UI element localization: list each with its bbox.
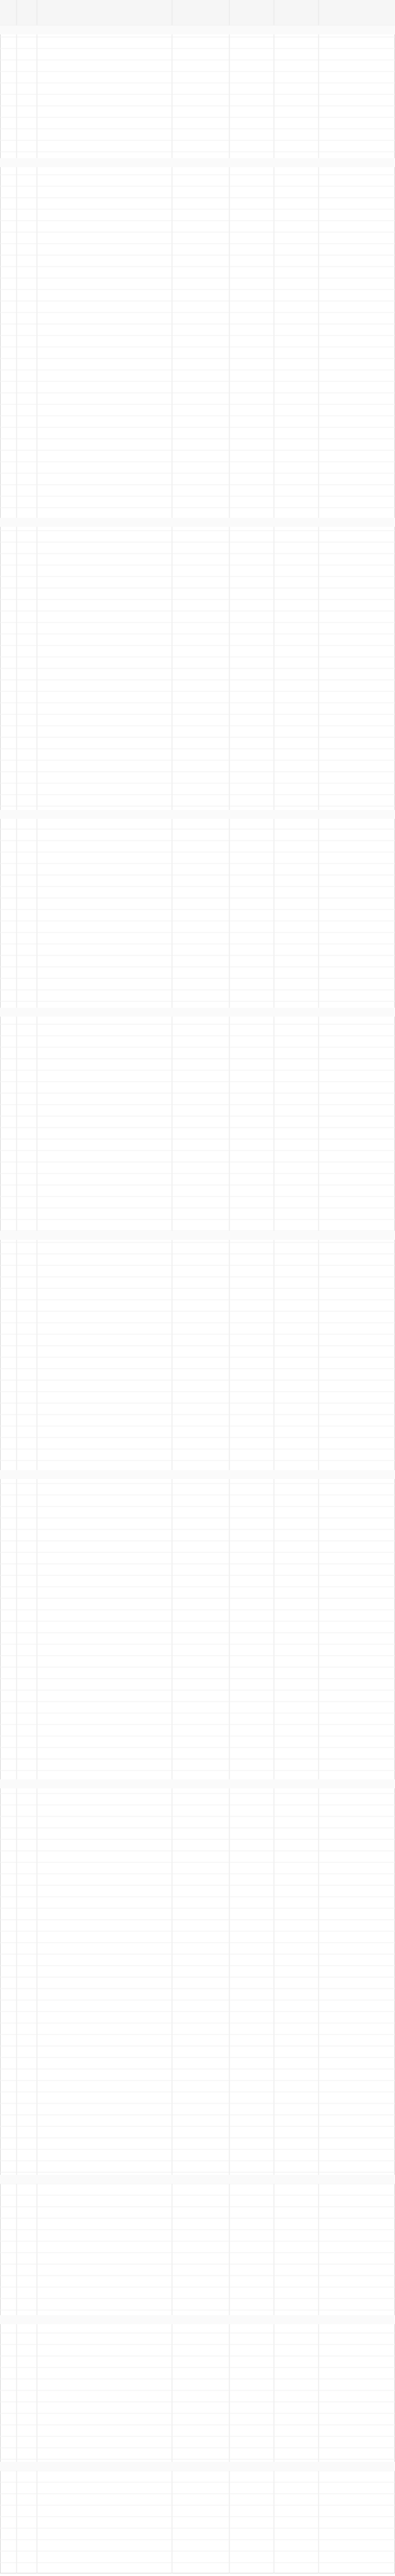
table-section-header xyxy=(0,1470,395,1479)
table-section-header xyxy=(0,158,395,167)
table-section-header xyxy=(0,1779,395,1788)
table-header xyxy=(0,0,395,26)
table-section-header xyxy=(0,26,395,34)
table-section-header xyxy=(0,1231,395,1240)
table-section-header xyxy=(0,518,395,527)
table-section-header xyxy=(0,2175,395,2184)
table-section-header xyxy=(0,1008,395,1017)
table-section-header xyxy=(0,810,395,819)
table-section-header xyxy=(0,2315,395,2324)
table-section-header xyxy=(0,2462,395,2471)
table-border xyxy=(1,1,395,2573)
